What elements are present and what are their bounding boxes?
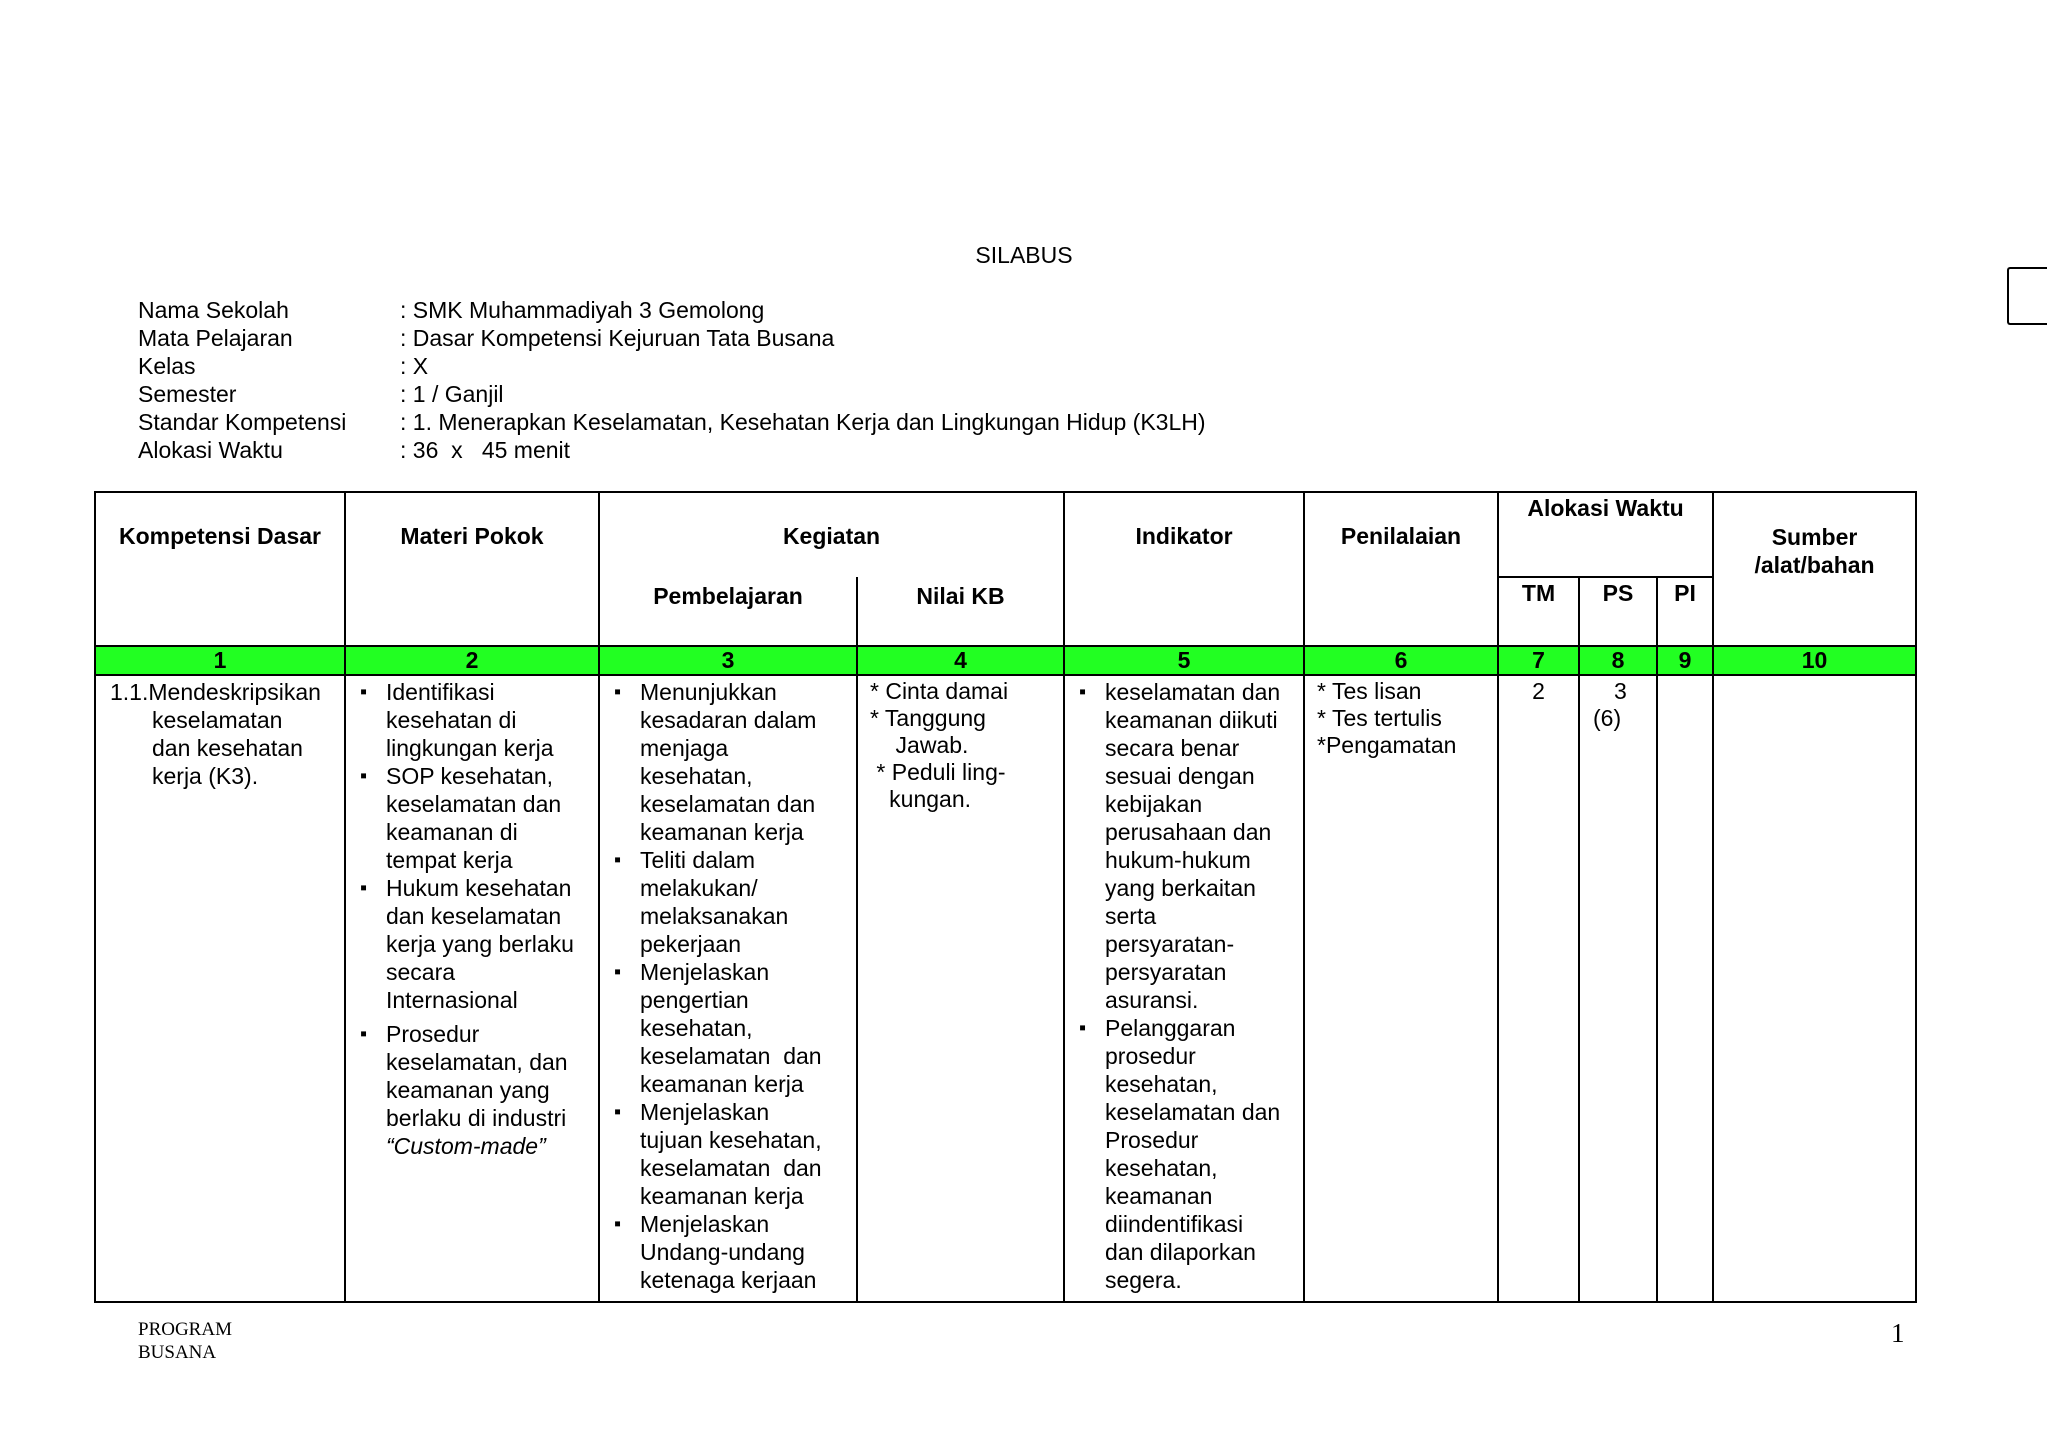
cell-materi-pokok xyxy=(345,675,599,1302)
ps-value: (6) xyxy=(1593,705,1622,731)
list-line: kebijakan xyxy=(1105,791,1203,817)
cell-penilaian xyxy=(1304,675,1498,1302)
list-line: ketenaga kerjaan xyxy=(640,1267,817,1293)
indikator-list xyxy=(1073,678,1295,1294)
list-line: Internasional xyxy=(386,987,518,1013)
column-number: 5 xyxy=(1064,646,1304,675)
list-item xyxy=(354,1020,590,1160)
list-line: menjaga xyxy=(640,735,729,761)
list-line: ▪ Prosedur xyxy=(386,1021,480,1047)
header-label: Nilai KB xyxy=(916,583,1005,609)
list-line: keselamatan dan xyxy=(640,791,816,817)
info-row xyxy=(138,296,1206,324)
list-line: keamanan kerja xyxy=(640,819,804,845)
cell-indikator xyxy=(1064,675,1304,1302)
header-kompetensi-dasar xyxy=(95,492,345,646)
header-penilaian xyxy=(1304,492,1498,646)
info-value: : Dasar Kompetensi Kejuruan Tata Busana xyxy=(400,325,835,351)
list-line: keamanan diikuti xyxy=(1105,707,1278,733)
list-line: diindentifikasi xyxy=(1105,1211,1244,1237)
header-label: Alokasi Waktu xyxy=(1527,495,1684,521)
kd-line: 1.1.Mendeskripsikan xyxy=(110,679,321,705)
list-item xyxy=(1073,678,1295,1014)
column-number: 3 xyxy=(599,646,857,675)
syllabus-table xyxy=(94,491,1917,1303)
footer-line: PROGRAM xyxy=(138,1319,232,1340)
nilai-line: * Peduli ling- xyxy=(870,759,1006,785)
info-value: : 1. Menerapkan Keselamatan, Kesehatan Kerja dan Lingkungan Hidup (K3LH) xyxy=(400,409,1206,435)
info-value: : 36 x 45 menit xyxy=(400,437,571,463)
nilai-line: Jawab. xyxy=(870,732,969,758)
page-number: 1 xyxy=(1891,1318,1905,1348)
cell-nilai-kb xyxy=(857,675,1064,1302)
list-line: keamanan di xyxy=(386,819,518,845)
list-line: dan dilaporkan xyxy=(1105,1239,1256,1265)
header-label: Materi Pokok xyxy=(400,523,544,549)
info-row xyxy=(138,408,1206,436)
list-line: keamanan yang xyxy=(386,1077,550,1103)
info-label: Alokasi Waktu xyxy=(138,437,283,463)
header-kegiatan xyxy=(599,492,1064,577)
list-line: ▪ Pelanggaran xyxy=(1105,1015,1236,1041)
info-label: Kelas xyxy=(138,353,196,379)
list-line: Prosedur xyxy=(1105,1127,1199,1153)
list-line: keamanan kerja xyxy=(640,1071,804,1097)
list-item xyxy=(608,1210,848,1294)
list-line: kesadaran dalam xyxy=(640,707,817,733)
list-line: ▪ Menjelaskan xyxy=(640,1211,770,1237)
info-label: Mata Pelajaran xyxy=(138,325,293,351)
pembelajaran-list xyxy=(608,678,848,1294)
list-line: melaksanakan xyxy=(640,903,789,929)
list-line: kerja yang berlaku xyxy=(386,931,574,957)
info-row xyxy=(138,324,1206,352)
list-line: keamanan xyxy=(1105,1183,1213,1209)
list-line: kesehatan, xyxy=(640,1015,753,1041)
list-line: keselamatan, dan xyxy=(386,1049,568,1075)
list-line: keselamatan dan xyxy=(1105,1099,1281,1125)
info-label: Nama Sekolah xyxy=(138,297,289,323)
header-label: TM xyxy=(1521,580,1556,606)
column-number: 6 xyxy=(1304,646,1498,675)
header-alokasi-waktu xyxy=(1498,492,1713,577)
list-line: persyaratan- xyxy=(1105,931,1235,957)
list-item xyxy=(354,874,590,1014)
list-line: keselamatan dan xyxy=(640,1155,822,1181)
info-label: Semester xyxy=(138,381,237,407)
list-item xyxy=(608,846,848,958)
list-item xyxy=(354,762,590,874)
footer-line: BUSANA xyxy=(138,1342,217,1363)
kd-line: keselamatan xyxy=(152,707,283,733)
column-number: 1 xyxy=(95,646,345,675)
sumber-value xyxy=(1714,676,1915,682)
column-number-row xyxy=(95,646,1916,675)
info-row xyxy=(138,436,1206,464)
pi-value xyxy=(1658,676,1712,682)
info-value: : X xyxy=(400,353,429,379)
nilai-line: * Cinta damai xyxy=(870,678,1009,704)
header-label: Pembelajaran xyxy=(653,583,803,609)
list-line: prosedur xyxy=(1105,1043,1196,1069)
penilaian-line: *Pengamatan xyxy=(1317,732,1457,758)
document-title: SILABUS xyxy=(975,242,1073,268)
page-edge-box xyxy=(2007,267,2047,325)
cell-sumber xyxy=(1713,675,1916,1302)
list-line: ▪ SOP kesehatan, xyxy=(386,763,554,789)
list-line: dan keselamatan xyxy=(386,903,562,929)
column-number: 9 xyxy=(1657,646,1713,675)
list-line: kesehatan, xyxy=(640,763,753,789)
list-line: secara xyxy=(386,959,456,985)
header-label: PS xyxy=(1602,580,1634,606)
list-line: melakukan/ xyxy=(640,875,758,901)
nilai-line: * Tanggung xyxy=(870,705,986,731)
nilai-line: kungan. xyxy=(870,786,972,812)
header-label: Indikator xyxy=(1135,523,1233,549)
cell-tm xyxy=(1498,675,1579,1302)
list-line: tempat kerja xyxy=(386,847,513,873)
list-line: ▪ keselamatan dan xyxy=(1105,679,1281,705)
header-label: Kompetensi Dasar xyxy=(119,523,321,549)
list-line: ▪ Menunjukkan xyxy=(640,679,777,705)
list-line: ▪ Teliti dalam xyxy=(640,847,756,873)
footer-program xyxy=(138,1318,232,1364)
column-number: 2 xyxy=(345,646,599,675)
header-pembelajaran xyxy=(599,577,857,646)
info-row xyxy=(138,352,1206,380)
list-line: keselamatan dan xyxy=(386,791,562,817)
list-line: kesehatan di xyxy=(386,707,517,733)
header-nilai-kb xyxy=(857,577,1064,646)
list-line: persyaratan xyxy=(1105,959,1227,985)
list-line: keselamatan dan xyxy=(640,1043,822,1069)
info-value: : 1 / Ganjil xyxy=(400,381,504,407)
list-item xyxy=(608,1098,848,1210)
cell-ps xyxy=(1579,675,1657,1302)
info-value: : SMK Muhammadiyah 3 Gemolong xyxy=(400,297,765,323)
header-ps xyxy=(1579,577,1657,646)
list-line: Undang-undang xyxy=(640,1239,805,1265)
info-label: Standar Kompetensi xyxy=(138,409,347,435)
list-line: keamanan kerja xyxy=(640,1183,804,1209)
list-line: berlaku di industri xyxy=(386,1105,567,1131)
column-number: 7 xyxy=(1498,646,1579,675)
list-item xyxy=(1073,1014,1295,1294)
list-item xyxy=(608,678,848,846)
list-line: ▪ Hukum kesehatan xyxy=(386,875,572,901)
list-item xyxy=(354,678,590,762)
cell-kompetensi-dasar xyxy=(95,675,345,1302)
list-line: lingkungan kerja xyxy=(386,735,554,761)
cell-pi xyxy=(1657,675,1713,1302)
list-line: “Custom-made” xyxy=(386,1133,546,1159)
header-label: Sumber xyxy=(1771,524,1858,550)
list-line: serta xyxy=(1105,903,1157,929)
column-number: 8 xyxy=(1579,646,1657,675)
header-label: Penilalaian xyxy=(1340,523,1462,549)
header-label: PI xyxy=(1674,580,1696,606)
list-line: tujuan kesehatan, xyxy=(640,1127,822,1153)
list-line: asuransi. xyxy=(1105,987,1199,1013)
list-line: ▪ Identifikasi xyxy=(386,679,495,705)
list-line: ▪ Menjelaskan xyxy=(640,1099,770,1125)
list-line: pengertian xyxy=(640,987,749,1013)
header-sumber xyxy=(1713,492,1916,646)
header-label: /alat/bahan xyxy=(1754,552,1875,578)
list-line: secara benar xyxy=(1105,735,1240,761)
list-line: kesehatan, xyxy=(1105,1071,1218,1097)
list-line: hukum-hukum xyxy=(1105,847,1251,873)
ps-value: 3 xyxy=(1614,678,1627,704)
header-tm xyxy=(1498,577,1579,646)
header-pi xyxy=(1657,577,1713,646)
column-number: 4 xyxy=(857,646,1064,675)
list-line: ▪ Menjelaskan xyxy=(640,959,770,985)
kd-line: dan kesehatan xyxy=(152,735,303,761)
cell-pembelajaran xyxy=(599,675,857,1302)
header-label: Kegiatan xyxy=(782,523,881,549)
document-info xyxy=(138,296,1206,464)
header-materi-pokok xyxy=(345,492,599,646)
kd-line: kerja (K3). xyxy=(152,763,259,789)
tm-value: 2 xyxy=(1532,678,1545,704)
list-line: sesuai dengan xyxy=(1105,763,1255,789)
table-row xyxy=(95,675,1916,1302)
list-line: segera. xyxy=(1105,1267,1182,1293)
penilaian-line: * Tes tertulis xyxy=(1317,705,1442,731)
info-row xyxy=(138,380,1206,408)
list-line: yang berkaitan xyxy=(1105,875,1256,901)
list-line: pekerjaan xyxy=(640,931,742,957)
list-item xyxy=(608,958,848,1098)
penilaian-line: * Tes lisan xyxy=(1317,678,1422,704)
list-line: kesehatan, xyxy=(1105,1155,1218,1181)
list-line: perusahaan dan xyxy=(1105,819,1272,845)
materi-list xyxy=(354,678,590,1160)
header-indikator xyxy=(1064,492,1304,646)
column-number: 10 xyxy=(1713,646,1916,675)
